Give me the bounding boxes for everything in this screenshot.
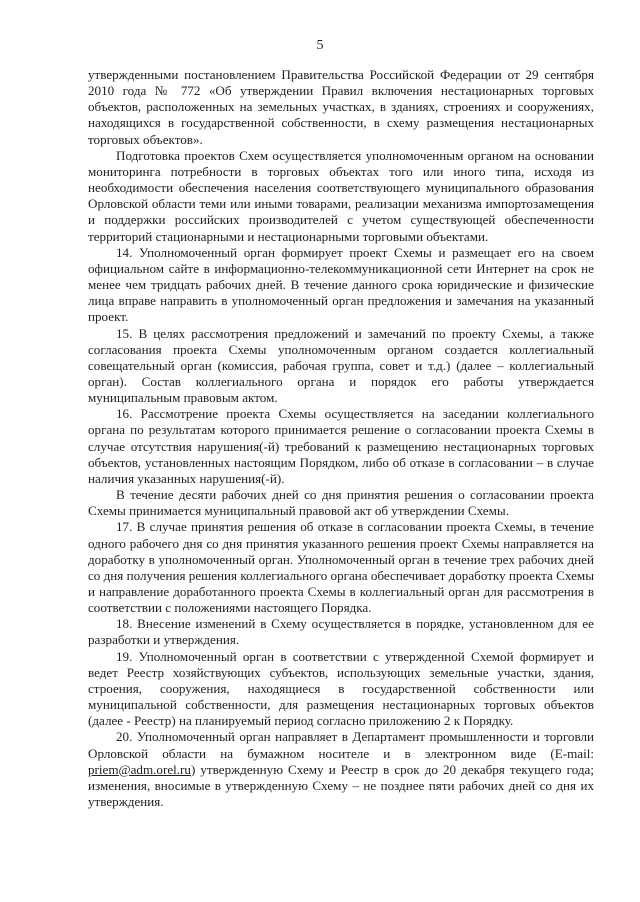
paragraph-item-14: 14. Уполномоченный орган формирует проект Схемы и размещает его на своем официальном сайте в информационно-телекоммуникационной сети Интернет на срок не менее чем тридцать рабочих дней. В течение данного срока юридические и физические лица вправе направить в уполномоченный орган предложения и замечания на указанный проект. — [88, 244, 594, 325]
item-20-text-start: 20. Уполномоченный орган направляет в Департамент промышленности и торговли Орловской области на бумажном носителе и в электронном виде (E-mail: — [88, 729, 594, 761]
paragraph-item-16: 16. Рассмотрение проекта Схемы осуществляется на заседании коллегиального органа по результатам которого принимается решение о согласовании проекта Схемы в случае отсутствия нарушения(-й) требований к размещению нестационарных торговых объектов, установленных настоящим Порядком, либо об отказе в согласовании – в случае наличия указанных нарушения(-й). — [88, 406, 594, 486]
paragraph-item-16-approval: В течение десяти рабочих дней со дня принятия решения о согласовании проекта Схемы принимается муниципальный правовой акт об утверждении Схемы. — [88, 487, 594, 519]
email-link[interactable]: priem@adm.orel.ru — [88, 761, 191, 777]
paragraph-item-19: 19. Уполномоченный орган в соответствии с утвержденной Схемой формирует и ведет Реестр хозяйствующих субъектов, использующих земельные участки, здания, строения, сооружения, находящиеся в государственной собственности или муниципальной собственности, для размещения нестационарных торговых объектов (далее - Реестр) на планируемый период согласно приложению 2 к Порядку. — [88, 648, 594, 729]
paragraph-continuation: утвержденными постановлением Правительства Российской Федерации от 29 сентября 2010 года № 772 «Об утверждении Правил включения нестационарных торговых объектов, расположенных на земельных участках, в зданиях, строениях и сооружениях, находящихся в государственной собственности, в схему размещения нестационарных торговых объектов». — [88, 67, 594, 147]
item-20-text-end: ) утвержденную Схему и Реестр в срок до 20 декабря текущего года; изменения, вносимые в утвержденную Схему – не позднее пяти рабочих дней со дня их утверждения. — [88, 761, 594, 810]
page-number: 5 — [316, 38, 324, 53]
paragraph-item-17: 17. В случае принятия решения об отказе в согласовании проекта Схемы, в течение одного рабочего дня со дня принятия указанного решения проект Схемы направляется на доработку в уполномоченный орган. Уполномоченный орган в течение трех рабочих дней со дня получения решения коллегиального органа обеспечивает доработку проекта Схемы и направление доработанного проекта Схемы в коллегиальный орган для рассмотрения в соответствии с положениями настоящего Порядка. — [88, 519, 594, 616]
document-body — [88, 67, 594, 810]
paragraph-item-15: 15. В целях рассмотрения предложений и замечаний по проекту Схемы, а также согласования проекта Схемы уполномоченным органом создается коллегиальный совещательный орган (комиссия, рабочая группа, совет и т.д.) (далее – коллегиальный орган). Состав коллегиального органа и порядок его работы утверждается муниципальным правовым актом. — [88, 325, 594, 406]
paragraph-item-18: 18. Внесение изменений в Схему осуществляется в порядке, установленном для ее разработки и утверждения. — [88, 616, 594, 648]
paragraph-item-20 — [88, 729, 594, 810]
paragraph-scheme-preparation: Подготовка проектов Схем осуществляется уполномоченным органом на основании мониторинга потребности в торговых объектах того или иного типа, исходя из необходимости обеспечения населения соответствующего муниципального образования Орловской области теми или иными товарами, реализации механизма импортозамещения и поддержки российских производителей с учетом существующей обеспеченности территорий стационарными и нестационарными торговыми объектами. — [88, 147, 594, 244]
